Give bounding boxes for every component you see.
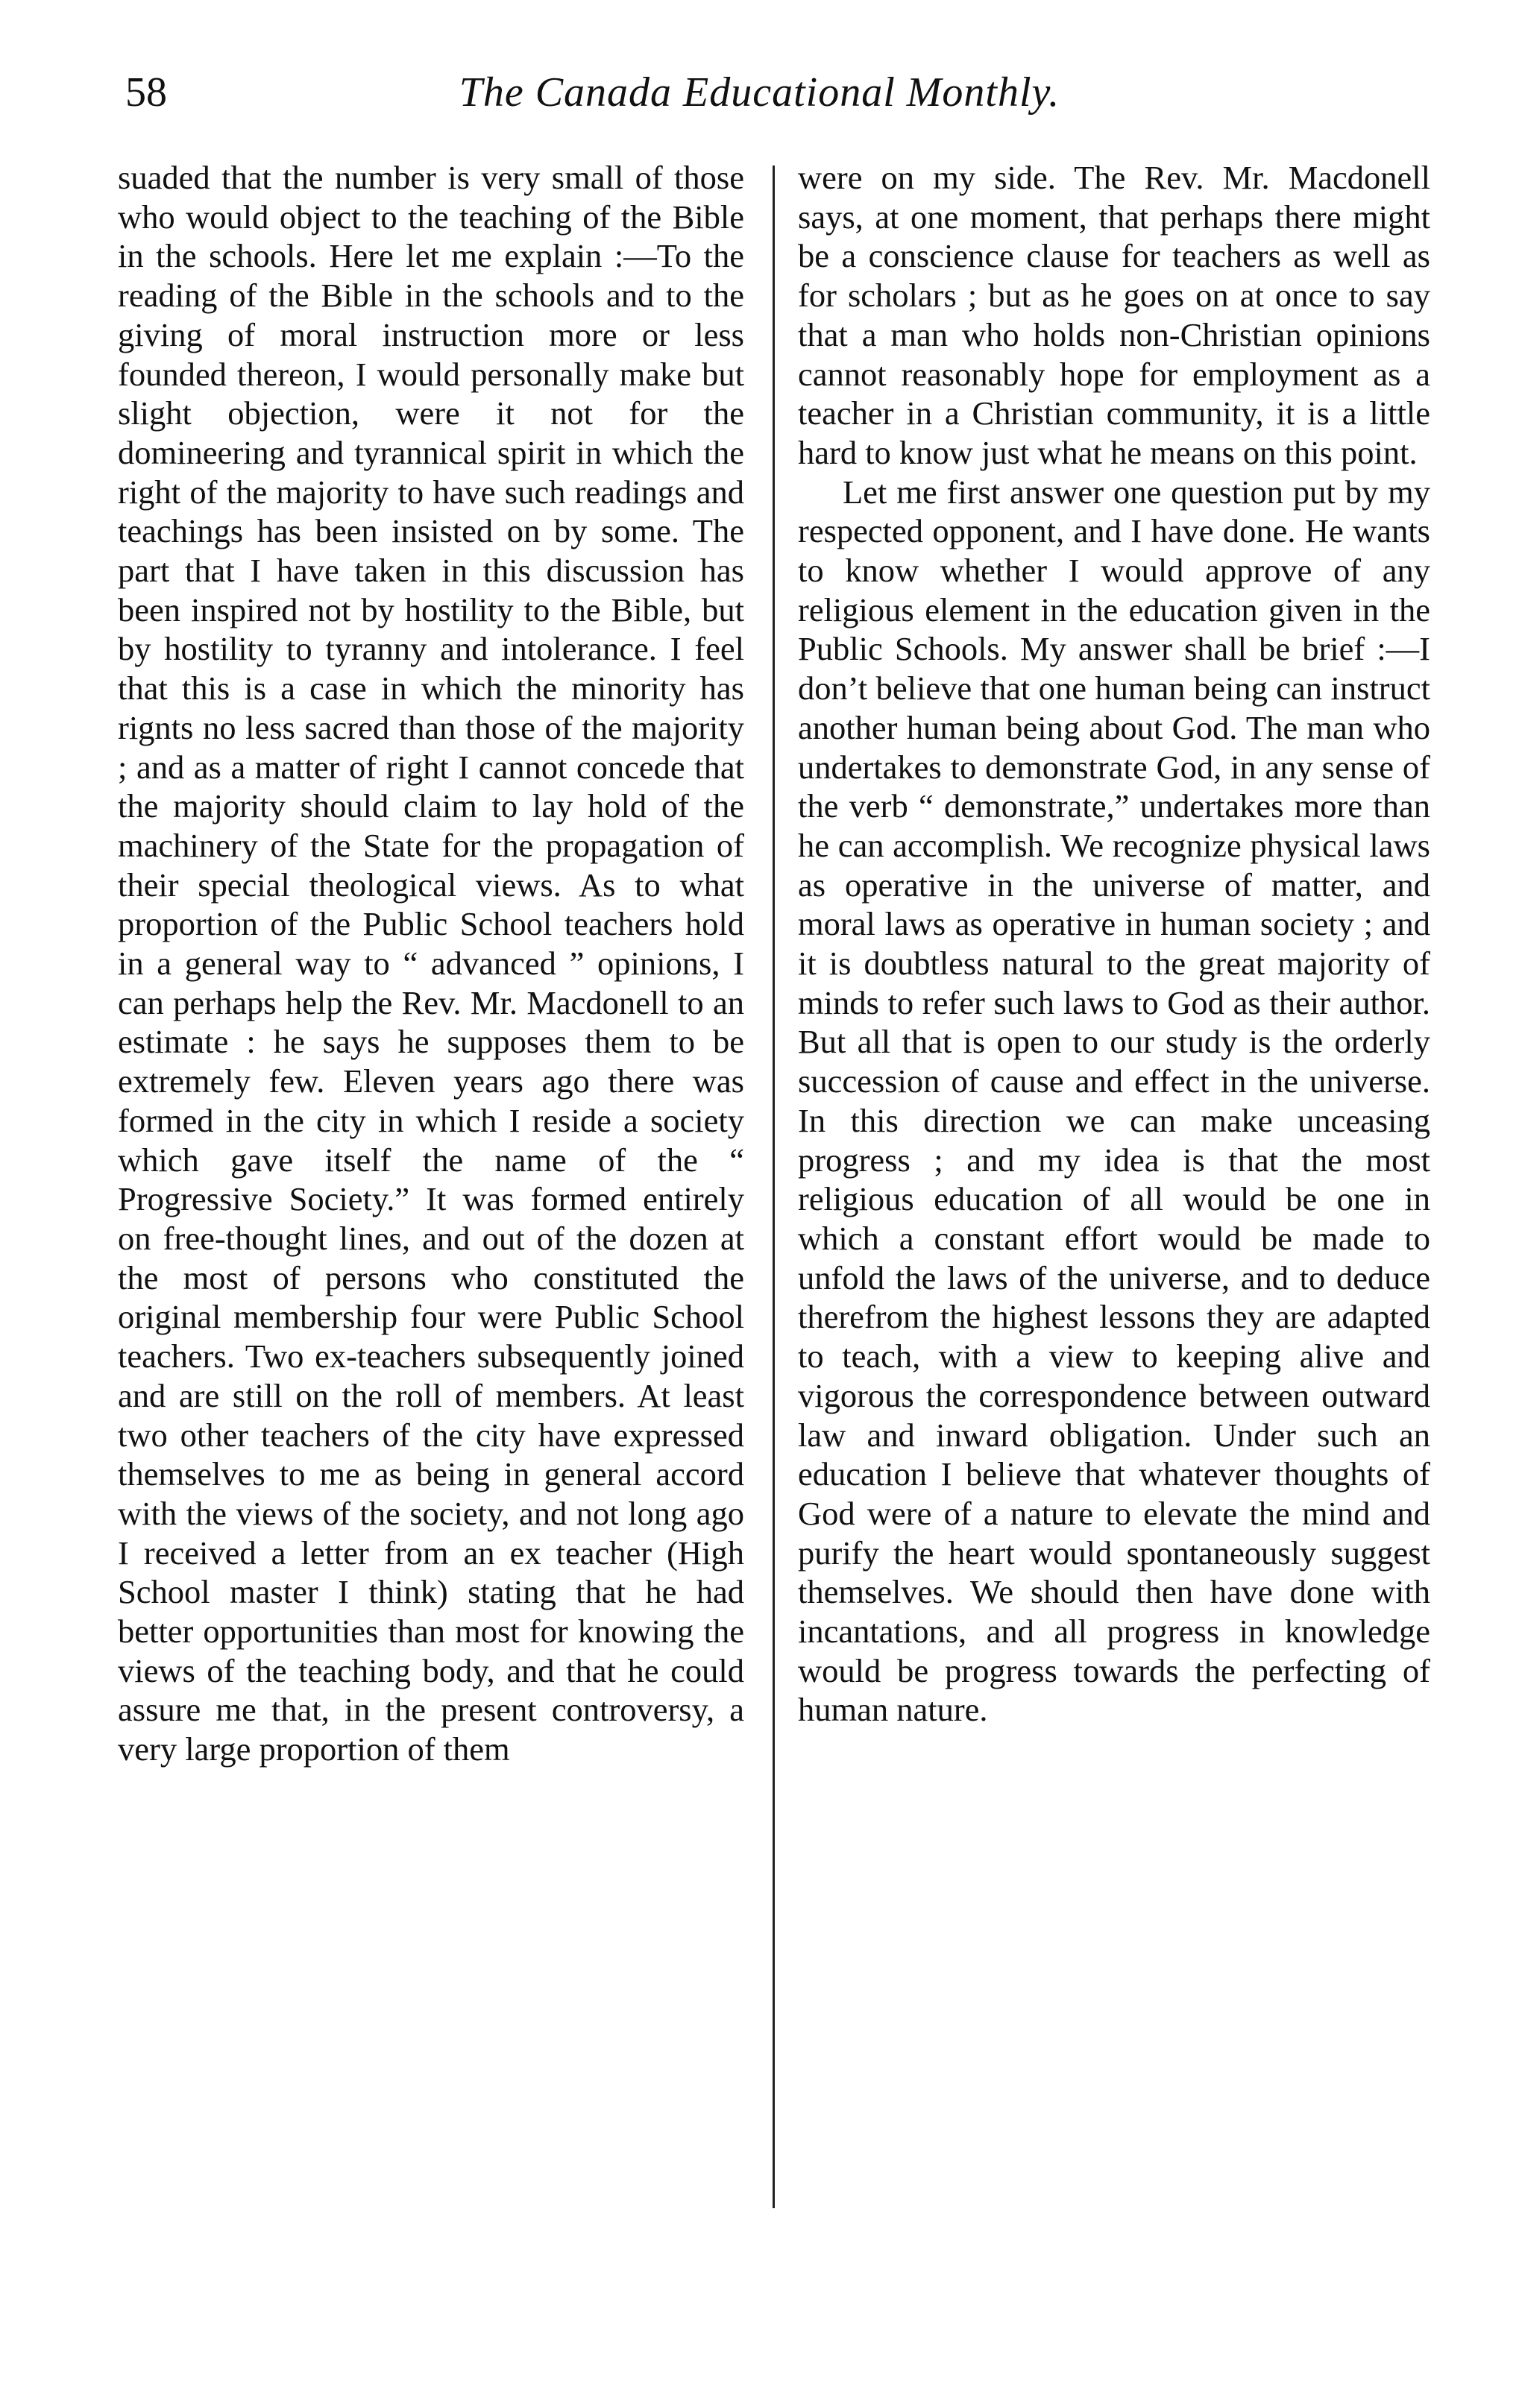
paragraph-right-1: were on my side. The Rev. Mr. Macdonell says, at one moment, that perhaps there might be a conscience clause for teachers as well as for scholars ; but as he goes on at once to say that a man who holds non-Christian opinions cannot reasonably hope for employment as a teacher in a Christian community, it is a little hard to know just what he means on this point. — [798, 159, 1430, 471]
paragraph-left-1: suaded that the number is very small of those who would object to the teaching of the Bible in the schools. Here let me explain :—To the reading of the Bible in the schools and to the giving of moral instruction more or less founded thereon, I would personally make but slight objection, were it not for the domineering and tyrannical spirit in which the right of the majority to have such readings and teachings has been insisted on by some. The part that I have taken in this discussion has been inspired not by hostility to the Bible, but by hostility to tyranny and intolerance. I feel that this is a case in which the minority has rignts no less sacred than those of the majority ; and as a matter of right I cannot concede that the majority should claim to lay hold of the machinery of the State for the propagation of their special theological views. As to what proportion of the Public School teachers hold in a general way to “ advanced ” opinions, I can perhaps help the Rev. Mr. Macdonell to an estimate : he says he supposes them to be extremely few. Eleven years ago there was formed in the city in which I reside a society which gave itself the name of the “ Progressive Society.” It was formed entirely on free-thought lines, and out of the dozen at the most of persons who constituted the original membership four were Public School teachers. Two ex-teachers subsequently joined and are still on the roll of members. At least two other teachers of the city have expressed themselves to me as being in general accord with the views of the society, and not long ago I received a letter from an ex teacher (High School master I think) stating that he had better opportunities than most for knowing the views of the teaching body, and that he could assure me that, in the present controversy, a very large proportion of them — [118, 159, 744, 1768]
left-column — [118, 158, 744, 1769]
right-column — [798, 158, 1430, 1730]
running-title: The Canada Educational Monthly. — [459, 69, 1060, 116]
column-divider — [773, 166, 775, 2208]
page-header — [0, 69, 1519, 128]
page-number: 58 — [125, 69, 167, 116]
paragraph-right-2: Let me first answer one question put by my respected opponent, and I have done. He wants to know whether I would approve of any religious element in the education given in the Public Schools. My answer shall be brief :—I don’t believe that one human being can instruct another human being about God. The man who undertakes to demonstrate God, in any sense of the verb “ demonstrate,” undertakes more than he can accomplish. We recognize physical laws as operative in the universe of matter, and moral laws as operative in human society ; and it is doubtless natural to the great majority of minds to refer such laws to God as their author. But all that is open to our study is the orderly succession of cause and effect in the universe. In this direction we can make unceasing progress ; and my idea is that the most religious education of all would be one in which a constant effort would be made to unfold the laws of the universe, and to deduce therefrom the highest lessons they are adapted to teach, with a view to keeping alive and vigorous the correspondence between outward law and inward obligation. Under such an education I believe that whatever thoughts of God were of a nature to elevate the mind and purify the heart would spontaneously suggest themselves. We should then have done with incantations, and all progress in knowledge would be progress towards the perfecting of human nature. — [798, 473, 1430, 1729]
